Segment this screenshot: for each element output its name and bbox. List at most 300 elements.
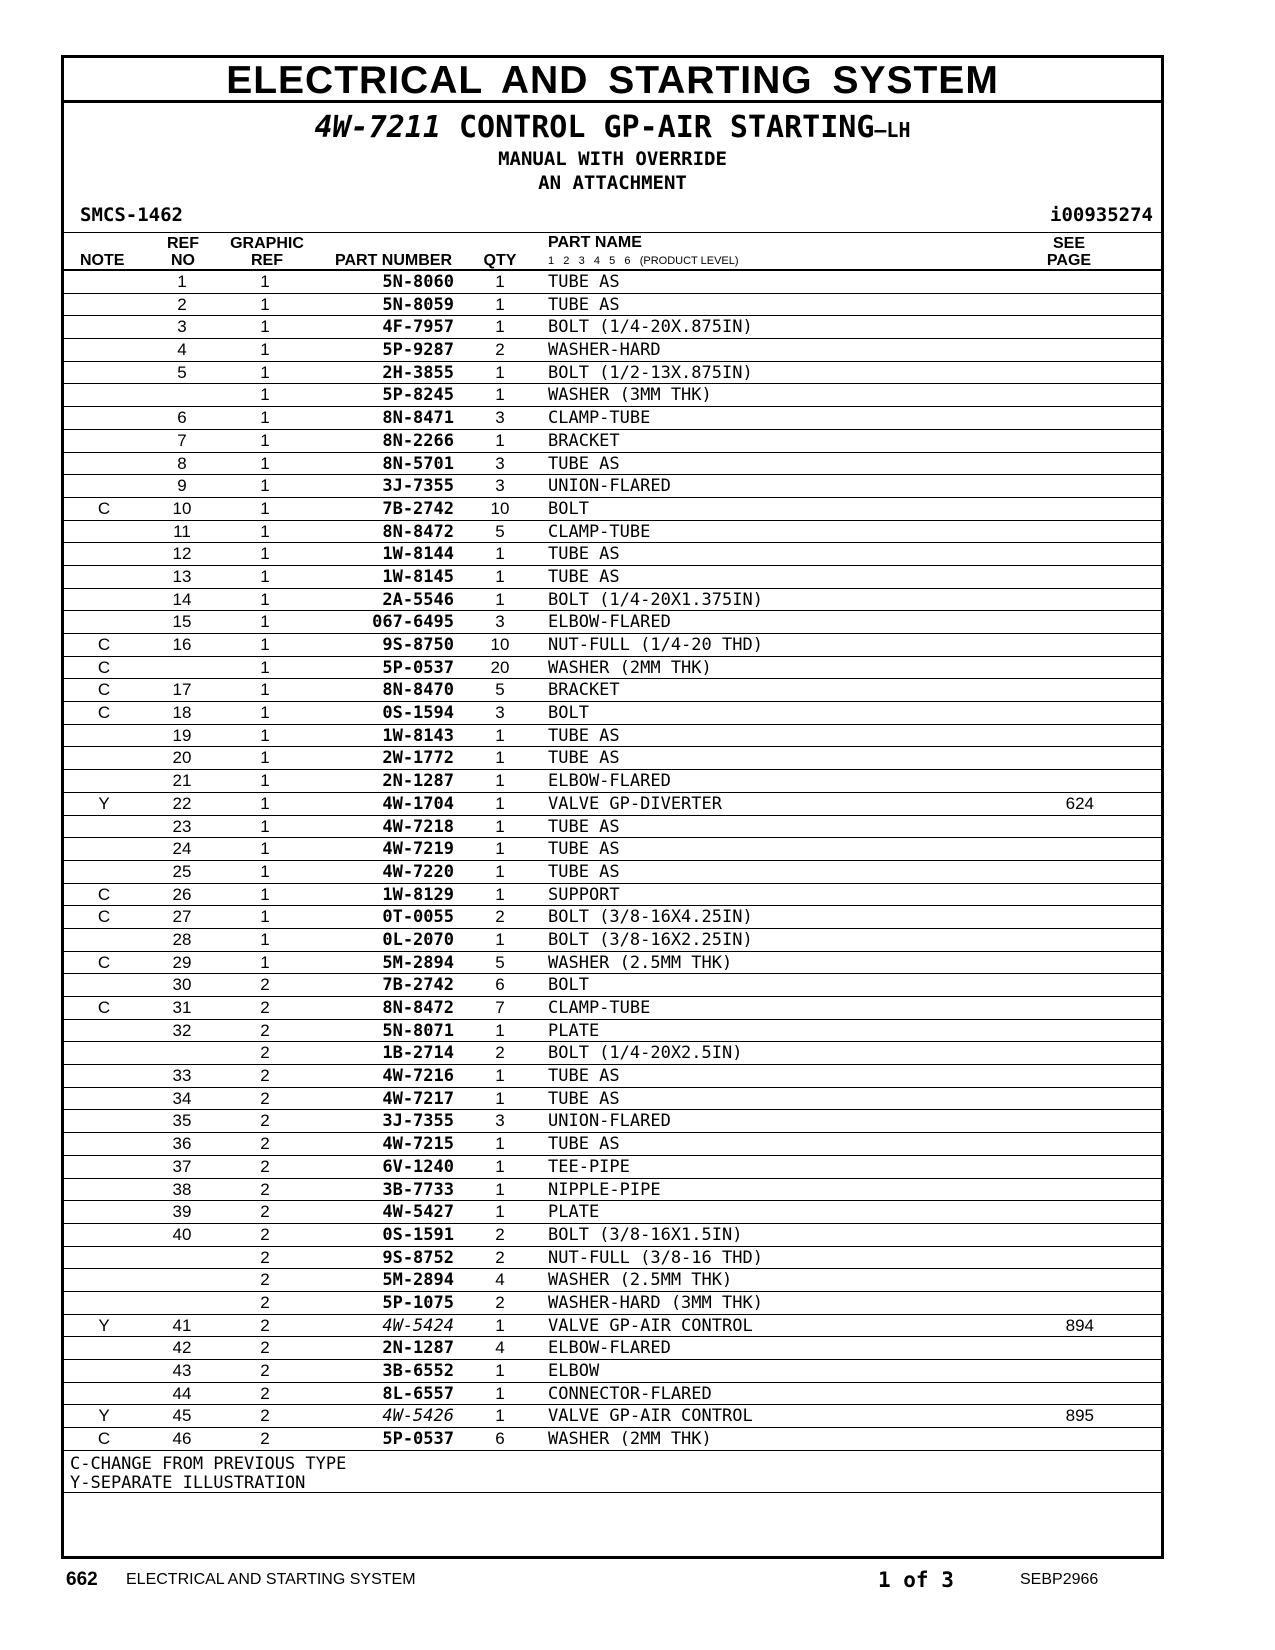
row-part-number[interactable]: 4W-5426 — [382, 1406, 454, 1427]
row-part-name: CLAMP-TUBE — [548, 521, 651, 542]
row-graphic-ref: 1 — [260, 408, 270, 428]
row-ref-no: 19 — [172, 725, 192, 745]
row-graphic-ref: 1 — [260, 657, 270, 677]
row-qty: 1 — [495, 1088, 505, 1108]
row-ref-no: 40 — [172, 1224, 192, 1244]
table-row — [64, 906, 1161, 929]
row-part-name: VALVE GP-AIR CONTROL — [548, 1315, 753, 1336]
row-part-name: BOLT — [548, 975, 589, 996]
table-row — [64, 838, 1161, 861]
row-ref-no: 43 — [172, 1361, 192, 1380]
row-ref-no: 44 — [172, 1383, 192, 1403]
row-qty: 20 — [490, 657, 510, 677]
row-ref-no: 15 — [172, 612, 192, 632]
page-footer — [66, 1567, 1166, 1597]
row-part-number[interactable]: 1W-8144 — [382, 544, 454, 565]
row-part-number[interactable]: 4F-7957 — [382, 317, 454, 338]
row-graphic-ref: 2 — [260, 1066, 270, 1086]
row-note: C — [97, 952, 111, 972]
row-ref-no: 11 — [173, 521, 191, 541]
table-row — [64, 657, 1161, 680]
row-part-number[interactable]: 4W-7216 — [382, 1066, 454, 1087]
row-part-name: TUBE AS — [548, 816, 620, 837]
row-qty: 4 — [495, 1338, 505, 1358]
row-part-number[interactable]: 8L-6557 — [382, 1383, 454, 1404]
row-graphic-ref: 2 — [260, 1338, 270, 1358]
row-graphic-ref: 2 — [260, 998, 270, 1017]
row-part-number[interactable]: 5M-2894 — [382, 1270, 454, 1291]
table-row — [64, 725, 1161, 748]
table-row — [64, 884, 1161, 907]
row-ref-no: 4 — [177, 340, 187, 360]
row-qty: 3 — [495, 703, 505, 723]
row-part-name: TUBE AS — [548, 453, 620, 474]
row-graphic-ref: 1 — [260, 907, 270, 927]
row-ref-no: 29 — [172, 952, 192, 972]
row-graphic-ref: 1 — [260, 635, 270, 654]
row-qty: 1 — [495, 272, 505, 291]
row-graphic-ref: 2 — [260, 1020, 270, 1040]
table-row — [64, 1292, 1161, 1315]
table-row — [64, 1133, 1161, 1156]
row-see-page[interactable]: 894 — [1065, 1315, 1094, 1335]
table-row — [64, 611, 1161, 634]
row-graphic-ref: 2 — [260, 1292, 270, 1312]
table-row — [64, 1065, 1161, 1088]
row-ref-no: 14 — [172, 589, 192, 609]
row-qty: 10 — [490, 635, 510, 654]
row-graphic-ref: 2 — [260, 1406, 270, 1426]
row-part-name: SUPPORT — [548, 884, 620, 905]
row-qty: 1 — [495, 1134, 505, 1154]
row-note: Y — [98, 1315, 110, 1335]
row-qty: 1 — [495, 771, 505, 791]
row-part-number[interactable]: 3J-7355 — [382, 1111, 454, 1132]
row-ref-no: 26 — [172, 884, 192, 904]
notes-legend — [64, 1451, 1161, 1493]
row-part-number[interactable]: 4W-7217 — [382, 1088, 454, 1109]
row-qty: 1 — [495, 1406, 505, 1426]
row-graphic-ref: 1 — [260, 816, 270, 836]
row-qty: 1 — [495, 861, 505, 881]
row-part-number[interactable]: 5N-8071 — [382, 1020, 454, 1041]
header-graphic-top: GRAPHIC — [230, 235, 304, 252]
row-graphic-ref: 1 — [260, 544, 270, 564]
row-part-number[interactable]: 4W-7218 — [382, 816, 454, 837]
row-qty: 10 — [490, 498, 510, 518]
row-part-name: WASHER (2.5MM THK) — [548, 1270, 733, 1291]
table-row — [64, 316, 1161, 339]
row-part-name: TUBE AS — [548, 861, 620, 882]
row-part-name: TUBE AS — [548, 566, 620, 587]
row-qty: 1 — [495, 1179, 505, 1199]
row-part-name: BOLT (3/8-16X4.25IN) — [548, 907, 753, 928]
row-part-number[interactable]: 3J-7355 — [382, 476, 454, 497]
row-ref-no: 46 — [172, 1429, 192, 1449]
row-graphic-ref: 1 — [260, 340, 270, 360]
row-qty: 1 — [495, 1020, 505, 1040]
row-ref-no: 22 — [172, 793, 192, 813]
note-c: C-CHANGE FROM PREVIOUS TYPE — [70, 1453, 347, 1474]
row-part-number[interactable]: 8N-8472 — [382, 521, 454, 542]
row-graphic-ref: 1 — [260, 748, 270, 768]
row-part-name: BOLT — [548, 498, 589, 519]
table-row — [64, 1020, 1161, 1043]
row-qty: 1 — [495, 839, 505, 859]
table-row — [64, 475, 1161, 498]
row-part-number[interactable]: 7B-2742 — [382, 975, 454, 996]
row-part-name: UNION-FLARED — [548, 1111, 671, 1132]
header-product-level: 1 2 3 4 5 6 (PRODUCT LEVEL) — [548, 255, 739, 267]
row-qty: 3 — [495, 476, 505, 496]
table-row — [64, 362, 1161, 385]
row-part-name: BOLT — [548, 703, 589, 724]
row-ref-no: 12 — [172, 544, 192, 564]
row-part-number[interactable]: 4W-7219 — [382, 839, 454, 860]
row-graphic-ref: 2 — [260, 1383, 270, 1403]
row-part-number[interactable]: 067-6495 — [372, 612, 454, 633]
row-part-number[interactable]: 5P-9287 — [382, 340, 454, 361]
row-note: C — [97, 884, 111, 904]
table-row — [64, 1179, 1161, 1202]
table-row — [64, 1247, 1161, 1270]
row-qty: 1 — [495, 748, 505, 768]
row-part-number[interactable]: 2W-1772 — [382, 748, 454, 769]
row-graphic-ref: 2 — [260, 1202, 270, 1222]
row-graphic-ref: 1 — [260, 453, 270, 473]
row-ref-no: 2 — [177, 294, 187, 314]
row-ref-no: 8 — [177, 453, 187, 473]
row-qty: 5 — [495, 521, 505, 541]
row-ref-no: 1 — [177, 272, 187, 291]
row-part-name: CLAMP-TUBE — [548, 408, 651, 429]
row-ref-no: 7 — [177, 430, 187, 450]
row-note: Y — [98, 793, 110, 813]
row-graphic-ref: 1 — [260, 362, 270, 382]
row-qty: 2 — [495, 1043, 505, 1063]
table-row — [64, 974, 1161, 997]
row-part-number[interactable]: 2N-1287 — [382, 1338, 454, 1359]
table-row — [64, 1269, 1161, 1292]
row-part-number[interactable]: 5P-8245 — [382, 385, 454, 406]
row-part-name: BOLT (1/4-20X1.375IN) — [548, 589, 763, 610]
row-part-number[interactable]: 0T-0055 — [382, 907, 454, 928]
table-row — [64, 1360, 1161, 1383]
row-graphic-ref: 1 — [260, 498, 270, 518]
group-part-number[interactable]: 4W-7211 — [314, 110, 441, 145]
row-part-number[interactable]: 8N-5701 — [382, 453, 454, 474]
row-ref-no: 42 — [172, 1338, 192, 1358]
row-part-number[interactable]: 8N-8472 — [382, 998, 454, 1018]
row-qty: 1 — [495, 589, 505, 609]
row-ref-no: 20 — [172, 748, 192, 768]
group-title — [64, 111, 1161, 147]
row-ref-no: 6 — [177, 408, 187, 428]
footer-page-number: 662 — [66, 1569, 98, 1590]
row-part-number[interactable]: 8N-8470 — [382, 680, 454, 701]
row-graphic-ref: 1 — [260, 476, 270, 496]
row-qty: 1 — [495, 362, 505, 382]
row-part-name: TUBE AS — [548, 725, 620, 746]
row-ref-no: 5 — [177, 362, 187, 382]
row-qty: 1 — [495, 1361, 505, 1380]
row-part-name: BRACKET — [548, 430, 620, 451]
row-part-number[interactable]: 1W-8145 — [382, 566, 454, 587]
table-row — [64, 453, 1161, 476]
parts-table — [64, 271, 1161, 1451]
row-ref-no: 24 — [172, 839, 192, 859]
row-ref-no: 23 — [172, 816, 192, 836]
row-part-number[interactable]: 8N-8471 — [382, 408, 454, 429]
row-part-number[interactable]: 4W-1704 — [382, 793, 454, 814]
row-graphic-ref: 1 — [260, 839, 270, 859]
row-graphic-ref: 1 — [260, 703, 270, 723]
row-qty: 1 — [495, 929, 505, 949]
row-part-name: NUT-FULL (1/4-20 THD) — [548, 635, 763, 655]
row-part-number[interactable]: 4W-7215 — [382, 1134, 454, 1155]
row-part-number[interactable]: 4W-5424 — [382, 1315, 454, 1336]
table-row — [64, 589, 1161, 612]
table-row — [64, 702, 1161, 725]
ids-row — [64, 203, 1161, 233]
row-part-name: TUBE AS — [548, 272, 620, 292]
row-qty: 3 — [495, 408, 505, 428]
group-subtitle-1: MANUAL WITH OVERRIDE — [498, 148, 727, 170]
row-part-number[interactable]: 3B-7733 — [382, 1179, 454, 1200]
table-row — [64, 521, 1161, 544]
note-y: Y-SEPARATE ILLUSTRATION — [70, 1472, 306, 1493]
row-part-number[interactable]: 2A-5546 — [382, 589, 454, 610]
row-ref-no: 18 — [172, 703, 192, 723]
row-part-number[interactable]: 4W-7220 — [382, 861, 454, 882]
row-ref-no: 32 — [172, 1020, 192, 1040]
table-row — [64, 384, 1161, 407]
row-part-number[interactable]: 5P-0537 — [382, 1429, 454, 1450]
row-part-number[interactable]: 5M-2894 — [382, 952, 454, 973]
row-graphic-ref: 1 — [260, 680, 270, 700]
row-part-number[interactable]: 8N-2266 — [382, 430, 454, 451]
row-qty: 5 — [495, 680, 505, 700]
row-ref-no: 34 — [172, 1088, 192, 1108]
row-qty: 1 — [495, 430, 505, 450]
table-row — [64, 1088, 1161, 1111]
row-graphic-ref: 1 — [260, 430, 270, 450]
row-part-number[interactable]: 7B-2742 — [382, 498, 454, 519]
row-ref-no: 10 — [172, 498, 192, 518]
header-qty: QTY — [483, 252, 517, 269]
row-qty: 1 — [495, 317, 505, 337]
row-qty: 1 — [495, 816, 505, 836]
row-part-number[interactable]: 5P-1075 — [382, 1292, 454, 1313]
row-ref-no: 21 — [172, 771, 192, 791]
row-part-number[interactable]: 5P-0537 — [382, 657, 454, 678]
table-row — [64, 634, 1161, 657]
smcs-code: SMCS-1462 — [80, 204, 183, 226]
header-ref-top: REF — [167, 235, 199, 252]
row-part-name: CLAMP-TUBE — [548, 998, 651, 1018]
page-frame — [61, 55, 1164, 1559]
row-part-number[interactable]: 5N-8059 — [382, 294, 454, 315]
row-part-number[interactable]: 0S-1591 — [382, 1224, 454, 1245]
header-see-top: SEE — [1052, 235, 1085, 252]
group-name: CONTROL GP-AIR STARTING — [458, 110, 875, 145]
row-part-name: PLATE — [548, 1202, 600, 1223]
table-row — [64, 1110, 1161, 1133]
row-see-page[interactable]: 895 — [1065, 1406, 1094, 1426]
row-part-number[interactable]: 5N-8060 — [382, 272, 454, 292]
row-part-number[interactable]: 1W-8129 — [382, 884, 454, 905]
row-graphic-ref: 1 — [260, 589, 270, 609]
row-part-number[interactable]: 6V-1240 — [382, 1156, 454, 1177]
row-part-name: NIPPLE-PIPE — [548, 1179, 661, 1200]
row-qty: 1 — [495, 1066, 505, 1086]
row-ref-no: 27 — [172, 907, 192, 927]
row-part-number[interactable]: 1B-2714 — [382, 1043, 454, 1064]
row-ref-no: 3 — [177, 317, 187, 337]
row-graphic-ref: 1 — [260, 612, 270, 632]
row-part-name: BOLT (3/8-16X1.5IN) — [548, 1224, 743, 1245]
row-ref-no: 41 — [172, 1315, 192, 1335]
row-part-number[interactable]: 0S-1594 — [382, 703, 454, 724]
row-qty: 2 — [495, 340, 505, 360]
row-note: C — [97, 680, 111, 700]
table-row — [64, 679, 1161, 702]
row-see-page[interactable]: 624 — [1065, 793, 1094, 813]
row-graphic-ref: 2 — [260, 1179, 270, 1199]
column-headers — [64, 233, 1161, 271]
row-qty: 6 — [495, 975, 505, 995]
row-note: C — [97, 498, 111, 518]
row-qty: 7 — [495, 998, 505, 1017]
row-graphic-ref: 1 — [260, 861, 270, 881]
table-row — [64, 1337, 1161, 1360]
row-part-name: TUBE AS — [548, 1134, 620, 1155]
row-ref-no: 45 — [172, 1406, 192, 1426]
row-qty: 1 — [495, 1315, 505, 1335]
row-part-number[interactable]: 9S-8750 — [382, 635, 454, 655]
table-row — [64, 997, 1161, 1020]
row-graphic-ref: 1 — [260, 294, 270, 314]
row-part-name: VALVE GP-DIVERTER — [548, 793, 722, 814]
header-ref-bottom: NO — [171, 252, 195, 269]
row-graphic-ref: 1 — [260, 272, 270, 291]
row-part-name: WASHER (2MM THK) — [548, 657, 712, 678]
row-part-name: TUBE AS — [548, 544, 620, 565]
row-part-number[interactable]: 3B-6552 — [382, 1361, 454, 1381]
row-ref-no: 16 — [172, 635, 192, 654]
table-row — [64, 1315, 1161, 1338]
row-qty: 2 — [495, 1224, 505, 1244]
table-row — [64, 1224, 1161, 1247]
row-part-name: BOLT (1/4-20X2.5IN) — [548, 1043, 743, 1064]
row-note: Y — [98, 1406, 110, 1426]
row-part-name: BRACKET — [548, 680, 620, 701]
row-graphic-ref: 1 — [260, 317, 270, 337]
row-qty: 3 — [495, 612, 505, 632]
row-part-number[interactable]: 2N-1287 — [382, 771, 454, 792]
row-part-number[interactable]: 1W-8143 — [382, 725, 454, 746]
row-qty: 1 — [495, 884, 505, 904]
row-ref-no: 33 — [172, 1066, 192, 1086]
row-part-name: WASHER (2MM THK) — [548, 1429, 712, 1450]
row-ref-no: 31 — [172, 998, 192, 1017]
row-qty: 6 — [495, 1429, 505, 1449]
table-row — [64, 1405, 1161, 1428]
row-part-name: CONNECTOR-FLARED — [548, 1383, 712, 1404]
footer-section: ELECTRICAL AND STARTING SYSTEM — [126, 1571, 416, 1588]
row-part-name: WASHER-HARD (3MM THK) — [548, 1292, 763, 1313]
row-graphic-ref: 2 — [260, 1111, 270, 1131]
row-part-name: TUBE AS — [548, 1066, 620, 1087]
table-row — [64, 747, 1161, 770]
row-qty: 2 — [495, 907, 505, 927]
header-part-name: PART NAME — [548, 234, 642, 251]
row-qty: 1 — [495, 385, 505, 405]
row-graphic-ref: 2 — [260, 1224, 270, 1244]
table-row — [64, 339, 1161, 362]
row-part-name: ELBOW — [548, 1361, 600, 1381]
table-row — [64, 929, 1161, 952]
table-row — [64, 816, 1161, 839]
row-ref-no: 9 — [177, 476, 187, 496]
row-part-name: BOLT (3/8-16X2.25IN) — [548, 929, 753, 950]
row-qty: 2 — [495, 1292, 505, 1312]
row-qty: 5 — [495, 952, 505, 972]
row-part-number[interactable]: 2H-3855 — [382, 362, 454, 383]
row-ref-no: 25 — [172, 861, 192, 881]
row-qty: 2 — [495, 1247, 505, 1267]
row-part-number[interactable]: 0L-2070 — [382, 929, 454, 950]
row-graphic-ref: 2 — [260, 1315, 270, 1335]
row-ref-no: 39 — [172, 1202, 192, 1222]
row-part-name: ELBOW-FLARED — [548, 771, 671, 792]
header-graphic-bottom: REF — [251, 252, 283, 269]
row-ref-no: 17 — [172, 680, 192, 700]
group-suffix: —LH — [874, 118, 911, 142]
row-graphic-ref: 1 — [260, 521, 270, 541]
row-ref-no: 35 — [172, 1111, 192, 1131]
row-part-name: WASHER (2.5MM THK) — [548, 952, 733, 973]
table-row — [64, 271, 1161, 294]
table-row — [64, 861, 1161, 884]
row-part-number[interactable]: 9S-8752 — [382, 1247, 454, 1268]
row-qty: 1 — [495, 793, 505, 813]
row-graphic-ref: 2 — [260, 1043, 270, 1063]
row-graphic-ref: 2 — [260, 1247, 270, 1267]
footer-page-of: 1 of 3 — [878, 1568, 954, 1592]
row-qty: 3 — [495, 1111, 505, 1131]
table-row — [64, 294, 1161, 317]
header-part-number: PART NUMBER — [334, 252, 452, 269]
row-part-number[interactable]: 4W-5427 — [382, 1202, 454, 1223]
row-graphic-ref: 2 — [260, 1088, 270, 1108]
row-note: C — [97, 635, 111, 654]
group-subtitle-2: AN ATTACHMENT — [538, 172, 687, 194]
row-part-name: PLATE — [548, 1020, 600, 1041]
row-part-name: BOLT (1/4-20X.875IN) — [548, 317, 753, 338]
row-graphic-ref: 1 — [260, 385, 270, 405]
row-ref-no: 36 — [172, 1134, 192, 1154]
row-qty: 1 — [495, 1202, 505, 1222]
row-qty: 1 — [495, 544, 505, 564]
table-row — [64, 952, 1161, 975]
row-graphic-ref: 1 — [260, 793, 270, 813]
row-qty: 1 — [495, 294, 505, 314]
row-qty: 4 — [495, 1270, 505, 1290]
row-graphic-ref: 1 — [260, 952, 270, 972]
row-note: C — [97, 907, 111, 927]
row-graphic-ref: 2 — [260, 1429, 270, 1449]
